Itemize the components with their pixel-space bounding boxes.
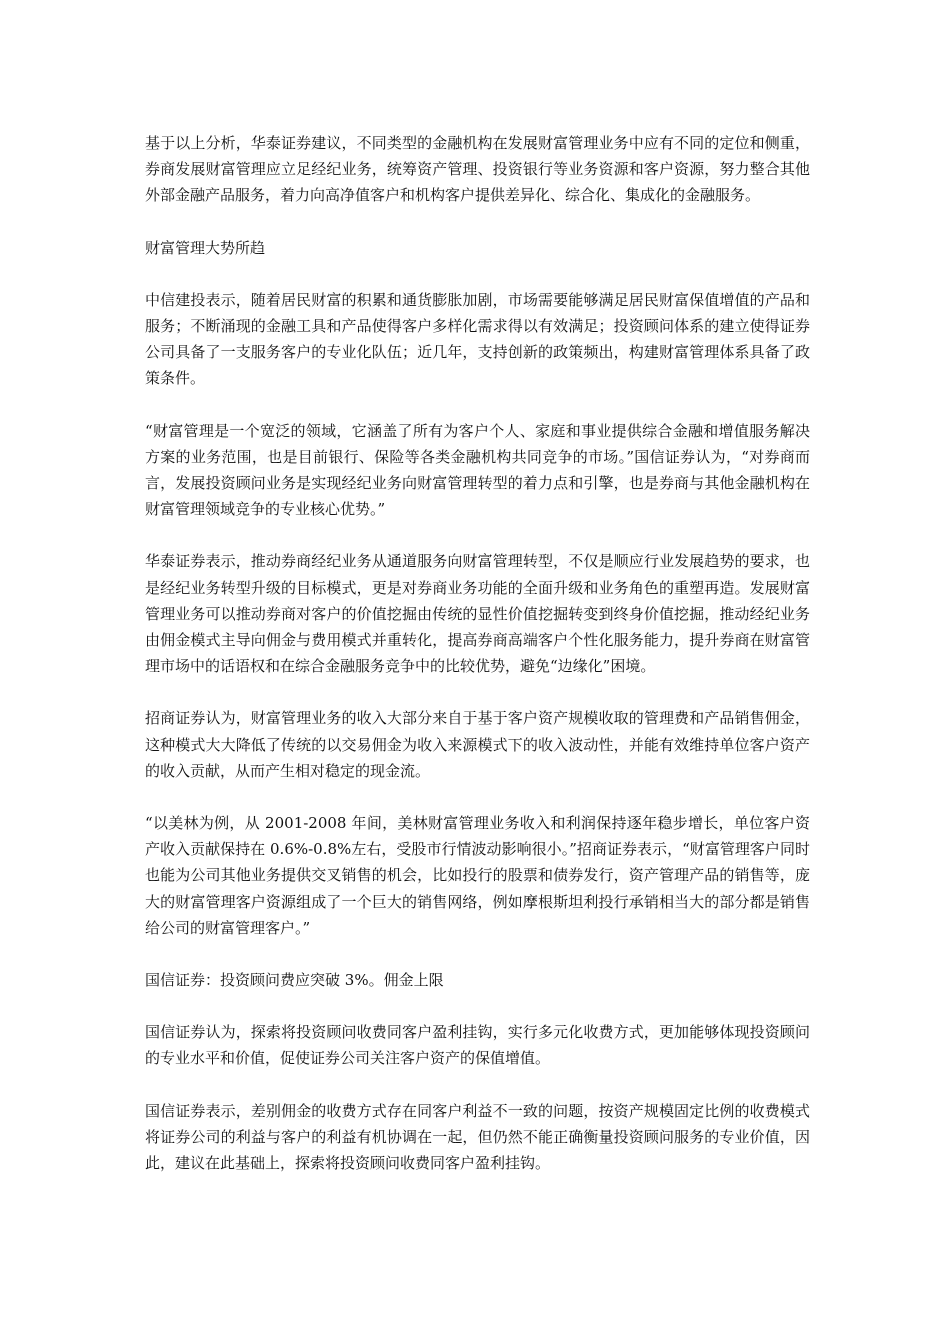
paragraph-huatai-suggestion: 基于以上分析，华泰证券建议，不同类型的金融机构在发展财富管理业务中应有不同的定位和侧重，券商发展财富管理应立足经纪业务，统筹资产管理、投资银行等业务资源和客户资源，努力整合其他外部金融产品服务，着力向高净值客户和机构客户提供差异化、综合化、集成化的金融服务。: [145, 134, 810, 205]
document-body: [145, 130, 810, 1176]
paragraph-merrill-example: “以美林为例，从 2001-2008 年间，美林财富管理业务收入和利润保持逐年稳步增长，单位客户资产收入贡献保持在 0.6%-0.8%左右，受股市行情波动影响很小。”招商证券表示，“财富管理客户同时也能为公司其他业务提供交叉销售的机会，比如投行的股票和债券发行，资产管理产品的销售等，庞大的财富管理客户资源组成了一个巨大的销售网络，例如摩根斯坦利投行承销相当大的部分都是销售给公司的财富管理客户。”: [145, 814, 810, 937]
paragraph-cms-revenue: 招商证券认为，财富管理业务的收入大部分来自于基于客户资产规模收取的管理费和产品销售佣金，这种模式大大降低了传统的以交易佣金为收入来源模式下的收入波动性，并能有效维持单位客户资产的收入贡献，从而产生相对稳定的现金流。: [145, 709, 810, 780]
paragraph-citic-view: 中信建投表示，随着居民财富的积累和通货膨胀加剧，市场需要能够满足居民财富保值增值的产品和服务；不断涌现的金融工具和产品使得客户多样化需求得以有效满足；投资顾问体系的建立使得证券公司具备了一支服务客户的专业化队伍；近几年，支持创新的政策频出，构建财富管理体系具备了政策条件。: [145, 290, 810, 388]
section-heading-guosen-fee: 国信证券：投资顾问费应突破 3%。佣金上限: [145, 971, 444, 990]
section-heading-wealth-trend: 财富管理大势所趋: [145, 238, 266, 257]
paragraph-guosen-quote: “财富管理是一个宽泛的领域，它涵盖了所有为客户个人、家庭和事业提供综合金融和增值服务解决方案的业务范围，也是目前银行、保险等各类金融机构共同竞争的市场。”国信证券认为，“对券商而言，发展投资顾问业务是实现经纪业务向财富管理转型的着力点和引擎，也是券商与其他金融机构在财富管理领域竞争的专业核心优势。”: [145, 421, 810, 519]
paragraph-guosen-commission: 国信证券表示，差别佣金的收费方式存在同客户利益不一致的问题，按资产规模固定比例的收费模式将证券公司的利益与客户的利益有机协调在一起，但仍然不能正确衡量投资顾问服务的专业价值，因此，建议在此基础上，探索将投资顾问收费同客户盈利挂钩。: [145, 1101, 810, 1173]
paragraph-guosen-fee-link: 国信证券认为，探索将投资顾问收费同客户盈利挂钩，实行多元化收费方式，更加能够体现投资顾问的专业水平和价值，促使证券公司关注客户资产的保值增值。: [145, 1023, 810, 1068]
paragraph-huatai-transformation: 华泰证券表示，推动券商经纪业务从通道服务向财富管理转型，不仅是顺应行业发展趋势的要求，也是经纪业务转型升级的目标模式，更是对券商业务功能的全面升级和业务角色的重塑再造。发展财富管理业务可以推动券商对客户的价值挖掘由传统的显性价值挖掘转变到终身价值挖掘，推动经纪业务由佣金模式主导向佣金与费用模式并重转化，提高券商高端客户个性化服务能力，提升券商在财富管理市场中的话语权和在综合金融服务竞争中的比较优势，避免“边缘化”困境。: [145, 552, 810, 676]
